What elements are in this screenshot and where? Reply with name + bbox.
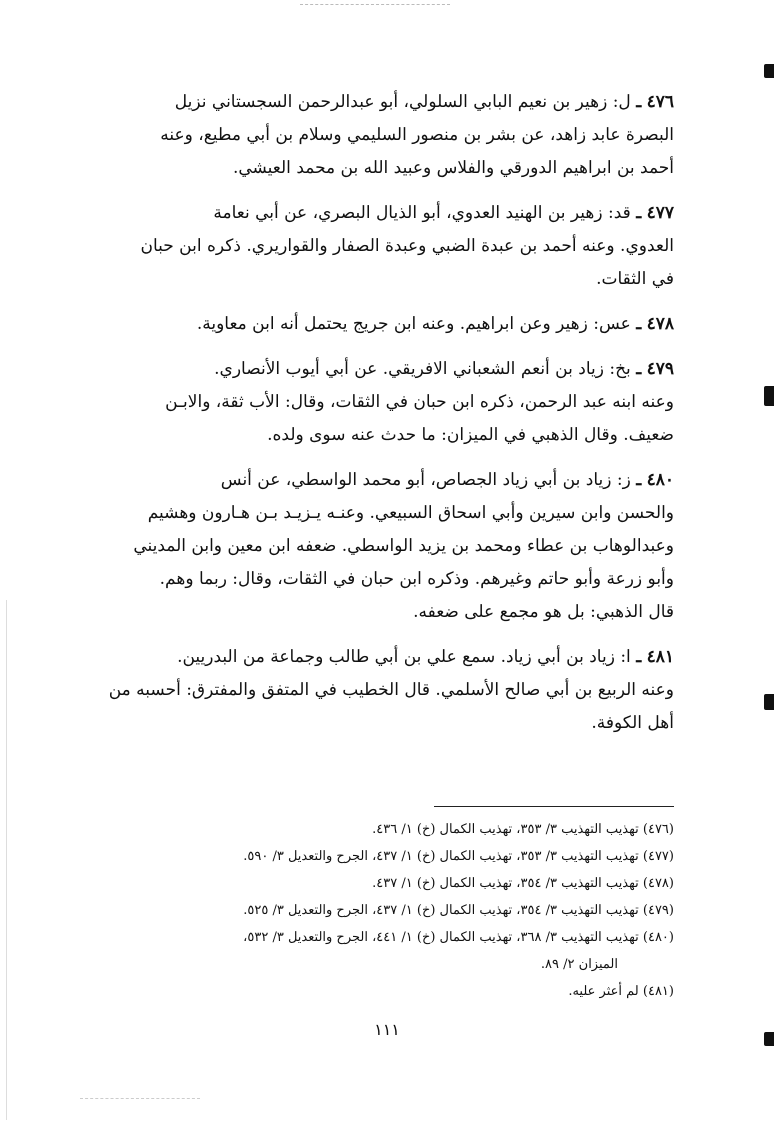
footnote: [120, 816, 674, 843]
entry-number: ٤٧٩: [646, 359, 674, 379]
entry-line: [108, 497, 674, 530]
entry-dash: ـ: [636, 203, 642, 223]
entry-dash: ـ: [636, 647, 642, 667]
entry: [108, 353, 674, 452]
entry-line: [108, 419, 674, 452]
footnote: [120, 978, 674, 1005]
entry-text: قال الذهبي: بل هو مجمع على ضعفه.: [413, 602, 674, 622]
entry-line: [108, 707, 674, 740]
footnote-text: تهذيب التهذيب ٣/ ٣٥٣، تهذيب الكمال (خ) ١/ ٤٣٦.: [372, 822, 639, 837]
entry-text: العدوي. وعنه أحمد بن عبدة الضبي وعبدة الصفار والقواريري. ذكره ابن حبان: [140, 236, 674, 256]
entry-text: قد: زهير بن الهنيد العدوي، أبو الذيال البصري، عن أبي نعامة: [213, 203, 631, 223]
entry-text: وعنه ابنه عبد الرحمن، ذكره ابن حبان في الثقات، وقال: الأب ثقة، والابـن: [165, 392, 674, 412]
footnote-text: تهذيب التهذيب ٣/ ٣٥٣، تهذيب الكمال (خ) ١/ ٤٣٧، الجرح والتعديل ٣/ ٥٩٠.: [243, 849, 639, 864]
footnote: [120, 870, 674, 897]
entry-line: [108, 563, 674, 596]
footnote-separator: [434, 806, 674, 807]
entry-line: [108, 230, 674, 263]
entry-line: [108, 530, 674, 563]
entry-text: أهل الكوفة.: [591, 713, 674, 733]
footnotes: [120, 816, 674, 1005]
left-scan-edge: [6, 600, 7, 1120]
entry-line: [108, 197, 674, 230]
entry-text: وأبو زرعة وأبو حاتم وغيرهم. وذكره ابن حبان في الثقات، وقال: ربما وهم.: [159, 569, 674, 589]
entry-line: [108, 674, 674, 707]
footnote-text: تهذيب التهذيب ٣/ ٣٥٤، تهذيب الكمال (خ) ١/ ٤٣٧.: [372, 876, 639, 891]
entry-line: [108, 353, 674, 386]
entry: [108, 197, 674, 296]
footnote-text: تهذيب التهذيب ٣/ ٣٥٤، تهذيب الكمال (خ) ١/ ٤٣٧، الجرح والتعديل ٣/ ٥٢٥.: [243, 903, 639, 918]
entry-text: عس: زهير وعن ابراهيم. وعنه ابن جريج يحتمل أنه ابن معاوية.: [196, 314, 631, 334]
entry-dash: ـ: [636, 359, 642, 379]
entry-line: [108, 119, 674, 152]
entry-line: [108, 308, 674, 341]
edge-mark: [764, 386, 774, 406]
entry-number: ٤٨١: [646, 647, 674, 667]
entry-text: بخ: زياد بن أنعم الشعباني الافريقي. عن أبي أيوب الأنصاري.: [214, 359, 631, 379]
footnote-ref: (٤٧٩): [642, 903, 674, 918]
footnote: [120, 897, 674, 924]
footnote-ref: (٤٧٦): [642, 822, 674, 837]
entry-text: وعنه الربيع بن أبي صالح الأسلمي. قال الخطيب في المتفق والمفترق: أحسبه من: [108, 680, 674, 700]
edge-mark: [764, 694, 774, 710]
entry-number: ٤٧٧: [646, 203, 674, 223]
edge-mark: [764, 64, 774, 78]
entry-text: ا: زياد بن أبي زياد. سمع علي بن أبي طالب وجماعة من البدريين.: [177, 647, 631, 667]
entry-number: ٤٨٠: [646, 470, 674, 490]
entry-text: ضعيف. وقال الذهبي في الميزان: ما حدث عنه سوى ولده.: [267, 425, 674, 445]
footnote-text: تهذيب التهذيب ٣/ ٣٦٨، تهذيب الكمال (خ) ١/ ٤٤١، الجرح والتعديل ٣/ ٥٣٢،: [243, 930, 639, 945]
entry-line: [108, 596, 674, 629]
footnote-ref: (٤٧٨): [642, 876, 674, 891]
entry-line: [108, 152, 674, 185]
entry: [108, 308, 674, 341]
footnote-ref: (٤٧٧): [642, 849, 674, 864]
footnote-text: لم أعثر عليه.: [568, 984, 639, 999]
footnote: [120, 924, 674, 951]
entry-text: وعبدالوهاب بن عطاء ومحمد بن يزيد الواسطي. ضعفه ابن معين وابن المديني: [133, 536, 674, 556]
page-number: ١١١: [374, 1020, 400, 1039]
entry-dash: ـ: [636, 314, 642, 334]
entry-text: والحسن وابن سيرين وأبي اسحاق السبيعي. وعنـه يـزيـد بـن هـارون وهشيم: [147, 503, 674, 523]
bottom-scan-rule: [80, 1098, 200, 1099]
entry-number: ٤٧٨: [646, 314, 674, 334]
top-scan-rule: [300, 4, 450, 5]
entry-line: [108, 386, 674, 419]
footnote-ref: (٤٨١): [642, 984, 674, 999]
main-text: [108, 86, 674, 752]
entry-line: [108, 464, 674, 497]
entry: [108, 641, 674, 740]
entry-line: [108, 86, 674, 119]
entry-dash: ـ: [636, 92, 642, 112]
entry-line: [108, 263, 674, 296]
entry-dash: ـ: [636, 470, 642, 490]
entry-text: ل: زهير بن نعيم البابي السلولي، أبو عبدالرحمن السجستاني نزيل: [174, 92, 631, 112]
entry: [108, 464, 674, 629]
footnote-ref: (٤٨٠): [642, 930, 674, 945]
footnote: [120, 843, 674, 870]
footnote-continuation: الميزان ٢/ ٨٩.: [540, 957, 618, 972]
entry-text: أحمد بن ابراهيم الدورقي والفلاس وعبيد الله بن محمد العيشي.: [232, 158, 674, 178]
entry-text: ز: زياد بن أبي زياد الجصاص، أبو محمد الواسطي، عن أنس: [220, 470, 631, 490]
entry-text: البصرة عابد زاهد، عن بشر بن منصور السليمي وسلام بن أبي مطيع، وعنه: [160, 125, 674, 145]
entry-text: في الثقات.: [596, 269, 674, 289]
entry-line: [108, 641, 674, 674]
entry: [108, 86, 674, 185]
entry-number: ٤٧٦: [646, 92, 674, 112]
